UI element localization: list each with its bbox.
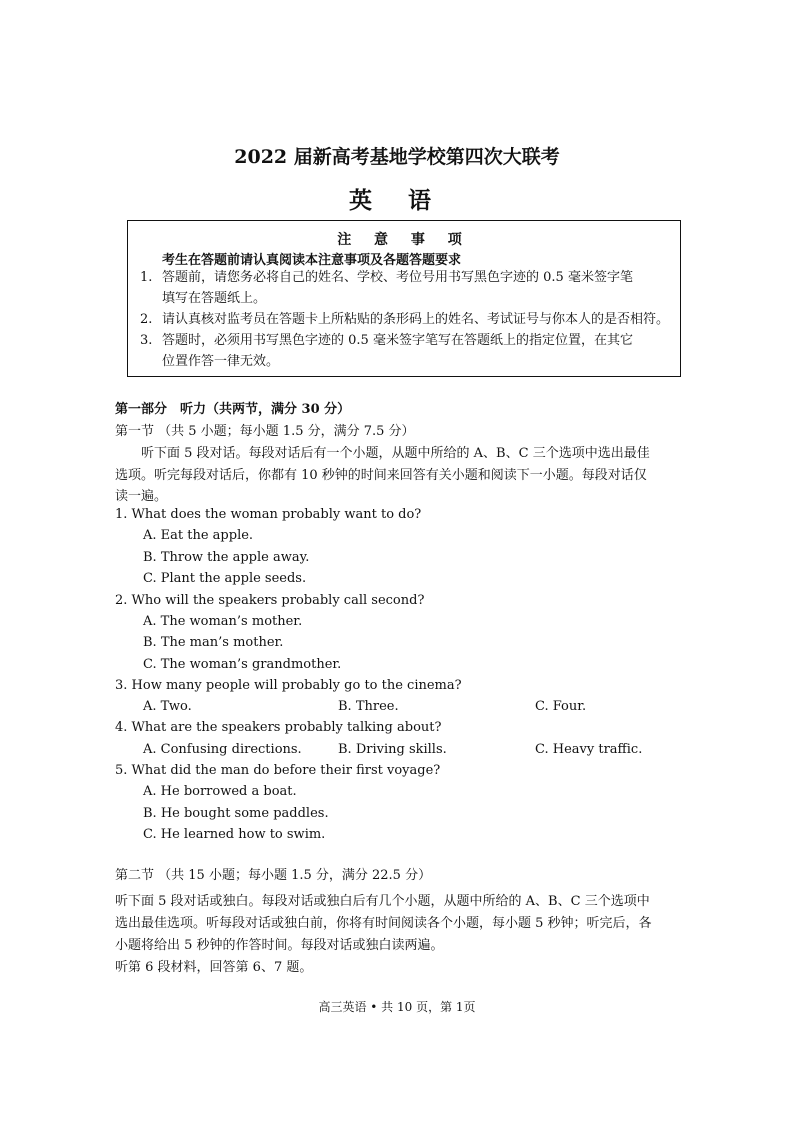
question-stem: 3. How many people will probably go to the cinema? [115,678,462,693]
notice-item-number: 2. [140,312,153,327]
notice-item-text: 请认真核对监考员在答题卡上所粘贴的条形码上的姓名、考试证号与你本人的是否相符。 [162,312,670,327]
notice-item-text: 答题时，必须用书写黑色字迹的 0.5 毫米签字笔写在答题纸上的指定位置，在其它 [162,333,633,348]
answer-option: B. Driving skills. [338,742,447,757]
answer-option: A. Eat the apple. [143,528,254,543]
answer-option: A. Two. [143,699,192,714]
section1-instruction-line: 读一遍。 [115,489,168,504]
question-stem: 2. Who will the speakers probably call second? [115,593,425,608]
notice-subtitle: 考生在答题前请认真阅读本注意事项及各题答题要求 [162,253,462,268]
part1-heading: 第一部分 听力（共两节，满分 30 分） [115,402,351,417]
answer-option: C. The woman’s grandmother. [143,657,342,672]
notice-item-number: 1. [140,270,153,285]
answer-option: C. Plant the apple seeds. [143,571,307,586]
answer-option: A. He borrowed a boat. [143,784,297,799]
exam-title: 2022 届新高考基地学校第四次大联考 [234,146,560,168]
answer-option: B. The man’s mother. [143,635,284,650]
notice-item [140,267,633,309]
section2-instruction-line: 选出最佳选项。听每段对话或独白前，你将有时间阅读各个小题，每小题 5 秒钟；听完后，各 [115,916,652,931]
notice-item [140,309,669,330]
answer-option: B. He bought some paddles. [143,806,329,821]
section2-instruction-line: 小题将给出 5 秒钟的作答时间。每段对话或独白读两遍。 [115,938,444,953]
subject-title: 英 语 [348,187,445,214]
section2-instruction-line: 听下面 5 段对话或独白。每段对话或独白后有几个小题，从题中所给的 A、B、C 三个选项中 [115,894,650,909]
notice-box [127,220,681,377]
answer-option: C. Heavy traffic. [535,742,643,757]
question-stem: 1. What does the woman probably want to do? [115,507,422,522]
section2-instruction-line: 听第 6 段材料，回答第 6、7 题。 [115,960,313,975]
notice-item-text: 答题前，请您务必将自己的姓名、学校、考位号用书写黑色字迹的 0.5 毫米签字笔 [162,270,633,285]
answer-option: A. Confusing directions. [143,742,302,757]
page-footer: 高三英语 • 共 10 页，第 1页 [318,1000,476,1014]
notice-item-continuation: 位置作答一律无效。 [162,354,280,369]
section1-heading: 第一节 （共 5 小题；每小题 1.5 分，满分 7.5 分） [115,424,415,439]
question-stem: 4. What are the speakers probably talking about? [115,720,442,735]
answer-option: A. The woman’s mother. [143,614,303,629]
notice-item-continuation: 填写在答题纸上。 [162,291,267,306]
answer-option: C. He learned how to swim. [143,827,326,842]
section2-heading: 第二节 （共 15 小题；每小题 1.5 分，满分 22.5 分） [115,868,432,883]
section1-instruction-line: 听下面 5 段对话。每段对话后有一个小题，从题中所给的 A、B、C 三个选项中选出最佳 [115,446,650,461]
section1-instruction-line: 选项。听完每段对话后，你都有 10 秒钟的时间来回答有关小题和阅读下一小题。每段对话仅 [115,468,647,483]
answer-option: B. Three. [338,699,399,714]
notice-item-number: 3. [140,333,153,348]
question-stem: 5. What did the man do before their first voyage? [115,763,441,778]
notice-title: 注 意 事 项 [337,232,471,248]
answer-option: B. Throw the apple away. [143,550,310,565]
notice-item [140,330,633,372]
answer-option: C. Four. [535,699,587,714]
